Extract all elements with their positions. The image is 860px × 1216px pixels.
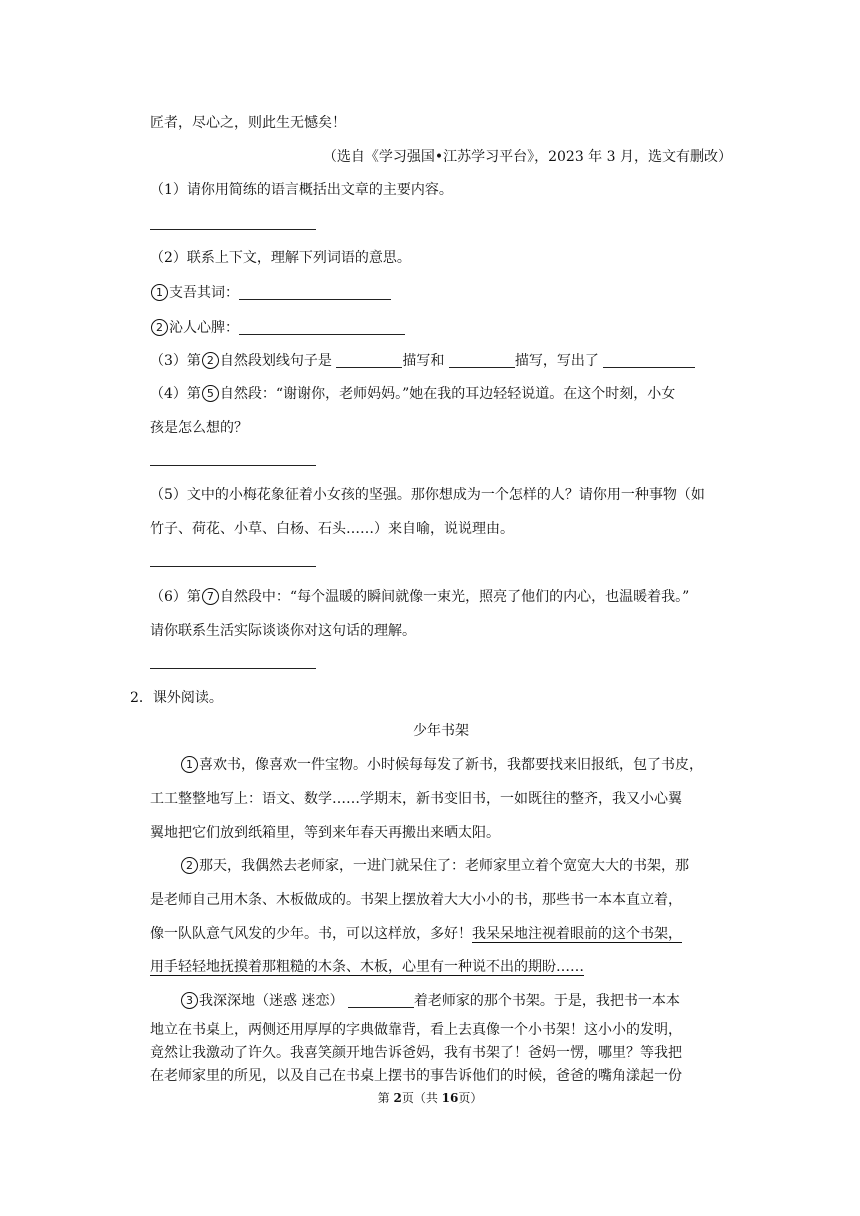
source-citation: （选自《学习强国•江苏学习平台》，2023 年 3 月，选文有删改） bbox=[322, 149, 732, 165]
footer-text: 页（共 bbox=[401, 1091, 442, 1105]
question-text: 自然段中：“每个温暖的瞬间就像一束光，照亮了他们的内心，也温暖着我。” bbox=[219, 589, 690, 605]
question-3 bbox=[150, 351, 732, 371]
paragraph-text: 我深深地（迷惑 迷恋） bbox=[199, 993, 348, 1009]
paragraph-3-line: 竟然让我激动了许久。我喜笑颜开地告诉爸妈，我有书架了！爸妈一愣，哪里？等我把 bbox=[150, 1045, 682, 1061]
paragraph-1-line: 工工整整地写上：语文、数学……学期末，新书变旧书，一如既往的整齐，我又小心翼 bbox=[150, 791, 682, 807]
term-label: 沁人心脾： bbox=[169, 320, 239, 336]
footer-text: 第 bbox=[377, 1091, 394, 1105]
paragraph-text: 像一队队意气风发的少年。书，可以这样放，多好！ bbox=[150, 926, 472, 942]
circled-number: 1 bbox=[181, 756, 198, 773]
circled-number: 2 bbox=[202, 352, 219, 369]
question-2-item-2 bbox=[150, 318, 732, 338]
circled-number: 2 bbox=[151, 319, 168, 336]
question-2: （2）联系上下文，理解下列词语的意思。 bbox=[150, 250, 411, 266]
paragraph-3-line bbox=[180, 991, 732, 1011]
section-2-heading: 2．课外阅读。 bbox=[130, 690, 223, 706]
question-2-item-1 bbox=[150, 283, 732, 303]
question-4-cont: 孩是怎么想的？ bbox=[150, 420, 248, 436]
total-pages: 16 bbox=[441, 1091, 459, 1105]
answer-blank[interactable] bbox=[239, 285, 391, 300]
footer-text: 页） bbox=[458, 1091, 483, 1105]
question-text: 自然段划线句子是 bbox=[219, 353, 337, 369]
answer-line-6[interactable] bbox=[150, 668, 316, 669]
question-text: （3）第 bbox=[150, 353, 201, 369]
question-5-cont: 竹子、荷花、小草、白杨、石头……）来自喻，说说理由。 bbox=[150, 521, 514, 537]
question-6 bbox=[150, 587, 732, 607]
underlined-sentence: 用手轻轻地抚摸着那粗糙的木条、木板，心里有一种说不出的期盼…… bbox=[150, 959, 584, 975]
question-text: 描写和 bbox=[402, 353, 449, 369]
paragraph-text: 着老师家的那个书架。于是，我把书一本本 bbox=[413, 993, 680, 1009]
paragraph-2-line bbox=[150, 957, 732, 977]
answer-blank[interactable] bbox=[239, 320, 405, 335]
paragraph-2-line bbox=[150, 924, 732, 944]
circled-number: 1 bbox=[151, 284, 168, 301]
paragraph-text: 那天，我偶然去老师家，一进门就呆住了：老师家里立着个宽宽大大的书架，那 bbox=[199, 858, 689, 874]
question-1: （1）请你用简练的语言概括出文章的主要内容。 bbox=[150, 182, 453, 198]
question-text: 描写，写出了 bbox=[514, 353, 604, 369]
term-label: 支吾其词： bbox=[169, 285, 239, 301]
article-title: 少年书架 bbox=[413, 723, 469, 739]
circled-number: 2 bbox=[181, 857, 198, 874]
question-6-cont: 请你联系生活实际谈谈你对这句话的理解。 bbox=[150, 623, 416, 639]
circled-number: 3 bbox=[181, 992, 198, 1009]
passage-ending: 匠者，尽心之，则此生无憾矣！ bbox=[150, 115, 346, 131]
question-4 bbox=[150, 384, 732, 404]
circled-number: 7 bbox=[202, 588, 219, 605]
paragraph-1-line: 翼地把它们放到纸箱里，等到来年春天再搬出来晒太阳。 bbox=[150, 825, 500, 841]
paragraph-3-line: 在老师家里的所见，以及自己在书桌上摆书的事告诉他们的时候，爸爸的嘴角漾起一份 bbox=[150, 1068, 682, 1084]
answer-line-1[interactable] bbox=[150, 229, 316, 230]
answer-blank[interactable] bbox=[348, 993, 414, 1008]
paragraph-text: 喜欢书，像喜欢一件宝物。小时候每每发了新书，我都要找来旧报纸，包了书皮， bbox=[199, 757, 703, 773]
question-text: （4）第 bbox=[150, 386, 201, 402]
question-5: （5）文中的小梅花象征着小女孩的坚强。那你想成为一个怎样的人？请你用一种事物（如 bbox=[150, 487, 705, 503]
answer-blank[interactable] bbox=[449, 353, 515, 368]
paragraph-3-line: 地立在书桌上，两侧还用厚厚的字典做靠背，看上去真像一个小书架！这小小的发明， bbox=[150, 1022, 682, 1038]
question-text: 自然段：“谢谢你，老师妈妈。”她在我的耳边轻轻说道。在这个时刻，小女 bbox=[219, 386, 676, 402]
paragraph-1-line bbox=[180, 755, 732, 775]
page-number: 2 bbox=[393, 1091, 402, 1105]
page-footer bbox=[0, 1090, 860, 1106]
paragraph-2-line bbox=[180, 856, 732, 876]
answer-line-4[interactable] bbox=[150, 465, 316, 466]
underlined-sentence: 我呆呆地注视着眼前的这个书架， bbox=[472, 926, 682, 942]
answer-blank[interactable] bbox=[603, 353, 695, 368]
paragraph-2-line: 是老师自己用木条、木板做成的。书架上摆放着大大小小的书，那些书一本本直立着， bbox=[150, 892, 682, 908]
question-text: （6）第 bbox=[150, 589, 201, 605]
answer-line-5[interactable] bbox=[150, 566, 316, 567]
answer-blank[interactable] bbox=[336, 353, 402, 368]
circled-number: 5 bbox=[202, 385, 219, 402]
